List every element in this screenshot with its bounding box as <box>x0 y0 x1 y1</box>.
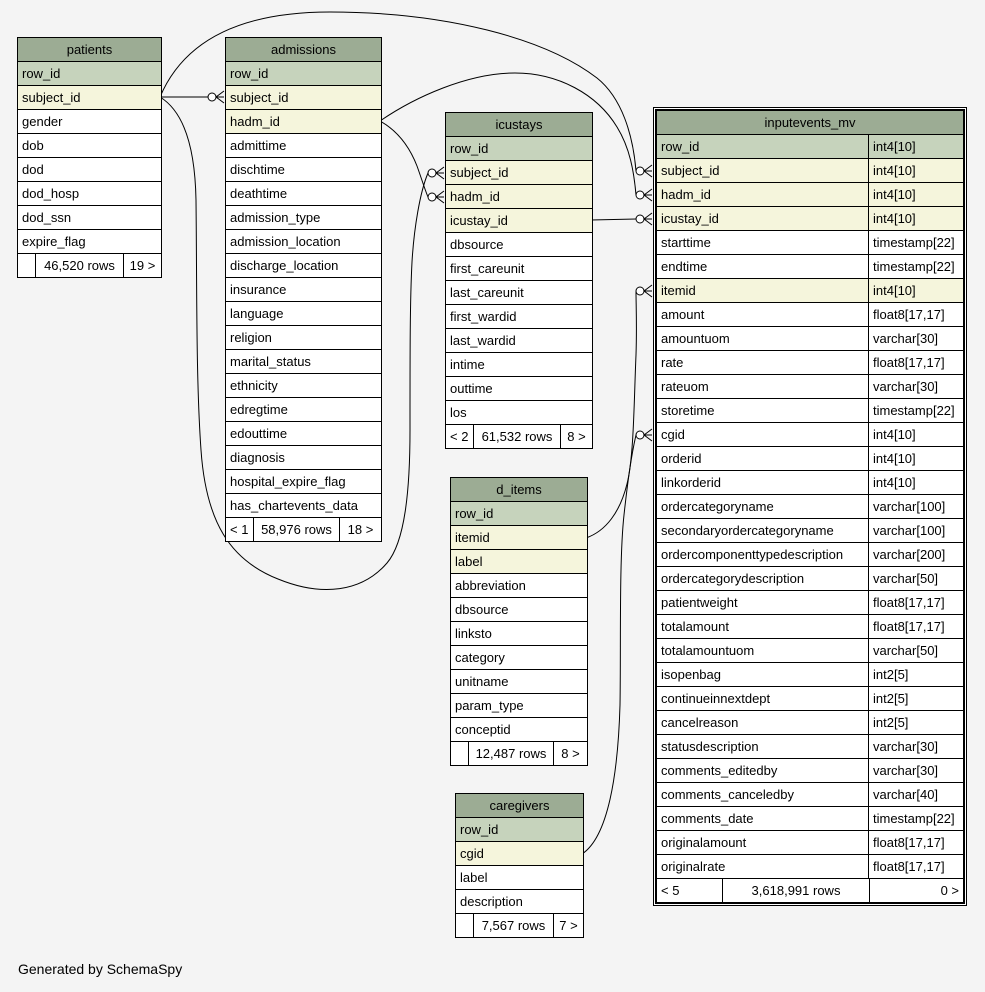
column-name: orderid <box>661 451 702 466</box>
column-d_items-row_id <box>451 502 587 526</box>
table-header-inputevents_mv[interactable]: inputevents_mv <box>657 111 963 135</box>
row-count-patients: 46,520 rows <box>44 258 115 273</box>
column-name: amount <box>661 307 705 322</box>
column-name: last_wardid <box>450 333 516 348</box>
column-name: dbsource <box>455 602 509 617</box>
column-name: abbreviation <box>455 578 526 593</box>
column-name: dbsource <box>450 237 504 252</box>
column-d_items-unitname <box>451 670 587 694</box>
column-name: ordercategorydescription <box>661 571 805 586</box>
column-admissions-religion <box>226 326 381 350</box>
row-count-caregivers: 7,567 rows <box>481 918 546 933</box>
column-icustays-last_wardid <box>446 329 592 353</box>
crowfoot-connector-inputevents-icustay-id <box>636 213 652 225</box>
column-icustays-outtime <box>446 377 592 401</box>
column-name: diagnosis <box>230 450 285 465</box>
column-type: timestamp[22] <box>868 231 963 254</box>
row-count-inputevents_mv: 3,618,991 rows <box>751 883 841 898</box>
column-type: varchar[30] <box>868 375 963 398</box>
pager-next-caregivers[interactable]: 7 > <box>553 914 583 937</box>
column-admissions-marital_status <box>226 350 381 374</box>
row-count-icustays: 61,532 rows <box>481 429 553 444</box>
column-type: int4[10] <box>868 279 963 302</box>
column-inputevents_mv-icustay_id <box>657 207 963 231</box>
table-header-caregivers[interactable]: caregivers <box>456 794 583 818</box>
column-inputevents_mv-ordercategoryname <box>657 495 963 519</box>
column-admissions-subject_id <box>226 86 381 110</box>
column-name: cgid <box>661 427 685 442</box>
column-name: rateuom <box>661 379 709 394</box>
column-inputevents_mv-isopenbag <box>657 663 963 687</box>
table-icustays <box>445 112 593 449</box>
column-inputevents_mv-row_id <box>657 135 963 159</box>
column-inputevents_mv-orderid <box>657 447 963 471</box>
column-type: varchar[50] <box>868 639 963 662</box>
column-name: discharge_location <box>230 258 339 273</box>
column-inputevents_mv-itemid <box>657 279 963 303</box>
column-name: edouttime <box>230 426 288 441</box>
table-footer-inputevents_mv <box>657 879 963 902</box>
column-admissions-discharge_location <box>226 254 381 278</box>
column-type: int4[10] <box>868 183 963 206</box>
column-patients-expire_flag <box>18 230 161 254</box>
column-admissions-admission_location <box>226 230 381 254</box>
rel-admissions-icustays <box>380 121 428 197</box>
column-inputevents_mv-secondaryordercategoryname <box>657 519 963 543</box>
column-type: varchar[50] <box>868 567 963 590</box>
column-patients-dod_hosp <box>18 182 161 206</box>
column-type: int4[10] <box>868 135 963 158</box>
table-header-icustays[interactable]: icustays <box>446 113 592 137</box>
column-inputevents_mv-starttime <box>657 231 963 255</box>
table-footer-caregivers <box>456 914 583 937</box>
column-inputevents_mv-statusdescription <box>657 735 963 759</box>
column-icustays-row_id <box>446 137 592 161</box>
column-name: cgid <box>460 846 484 861</box>
column-name: language <box>230 306 284 321</box>
column-name: icustay_id <box>661 211 719 226</box>
column-type: int2[5] <box>868 711 963 734</box>
column-name: itemid <box>455 530 490 545</box>
column-name: subject_id <box>230 90 289 105</box>
table-footer-d_items <box>451 742 587 765</box>
column-name: itemid <box>661 283 696 298</box>
column-name: param_type <box>455 698 524 713</box>
column-name: hadm_id <box>230 114 280 129</box>
column-name: conceptid <box>455 722 511 737</box>
column-name: los <box>450 405 467 420</box>
column-name: admission_location <box>230 234 341 249</box>
column-name: deathtime <box>230 186 288 201</box>
column-name: admission_type <box>230 210 321 225</box>
column-d_items-abbreviation <box>451 574 587 598</box>
table-footer-patients <box>18 254 161 277</box>
column-name: statusdescription <box>661 739 759 754</box>
pager-prev-admissions[interactable]: < 1 <box>226 518 254 541</box>
column-type: int2[5] <box>868 687 963 710</box>
column-type: int4[10] <box>868 159 963 182</box>
column-patients-dob <box>18 134 161 158</box>
column-name: expire_flag <box>22 234 86 249</box>
column-type: float8[17,17] <box>868 303 963 326</box>
column-name: ordercomponenttypedescription <box>661 547 844 562</box>
column-caregivers-cgid <box>456 842 583 866</box>
column-inputevents_mv-rateuom <box>657 375 963 399</box>
column-patients-gender <box>18 110 161 134</box>
column-name: outtime <box>450 381 493 396</box>
column-name: hospital_expire_flag <box>230 474 346 489</box>
column-type: varchar[30] <box>868 327 963 350</box>
pager-next-d_items[interactable]: 8 > <box>553 742 587 765</box>
column-inputevents_mv-storetime <box>657 399 963 423</box>
column-patients-row_id <box>18 62 161 86</box>
column-inputevents_mv-originalrate <box>657 855 963 879</box>
column-name: has_chartevents_data <box>230 498 358 513</box>
column-name: secondaryordercategoryname <box>661 523 834 538</box>
rel-ditems-inputevents <box>586 291 636 538</box>
column-admissions-diagnosis <box>226 446 381 470</box>
column-admissions-hadm_id <box>226 110 381 134</box>
column-icustays-icustay_id <box>446 209 592 233</box>
table-footer-icustays <box>446 425 592 448</box>
column-name: gender <box>22 114 63 129</box>
column-d_items-linksto <box>451 622 587 646</box>
column-admissions-hospital_expire_flag <box>226 470 381 494</box>
table-header-d_items[interactable]: d_items <box>451 478 587 502</box>
column-type: float8[17,17] <box>868 831 963 854</box>
table-admissions <box>225 37 382 542</box>
column-inputevents_mv-comments_date <box>657 807 963 831</box>
column-inputevents_mv-endtime <box>657 255 963 279</box>
column-type: varchar[100] <box>868 519 963 542</box>
column-type: varchar[100] <box>868 495 963 518</box>
column-name: continueinnextdept <box>661 691 771 706</box>
column-name: marital_status <box>230 354 311 369</box>
column-patients-dod_ssn <box>18 206 161 230</box>
column-name: storetime <box>661 403 715 418</box>
column-caregivers-description <box>456 890 583 914</box>
crowfoot-connector-admissions-subject-id <box>208 91 224 103</box>
column-inputevents_mv-hadm_id <box>657 183 963 207</box>
column-type: timestamp[22] <box>868 255 963 278</box>
column-name: amountuom <box>661 331 730 346</box>
column-name: subject_id <box>22 90 81 105</box>
column-type: timestamp[22] <box>868 399 963 422</box>
column-name: linkorderid <box>661 475 721 490</box>
column-type: int4[10] <box>868 423 963 446</box>
column-name: cancelreason <box>661 715 739 730</box>
column-type: int4[10] <box>868 471 963 494</box>
column-inputevents_mv-subject_id <box>657 159 963 183</box>
column-type: float8[17,17] <box>868 351 963 374</box>
column-name: totalamount <box>661 619 729 634</box>
pager-prev-d_items <box>451 742 469 765</box>
row-count-d_items: 12,487 rows <box>475 746 547 761</box>
column-type: varchar[30] <box>868 759 963 782</box>
column-name: insurance <box>230 282 287 297</box>
column-name: totalamountuom <box>661 643 755 658</box>
column-type: int4[10] <box>868 207 963 230</box>
crowfoot-connector-icustays-hadm-id <box>428 191 444 203</box>
column-name: last_careunit <box>450 285 524 300</box>
column-name: subject_id <box>450 165 509 180</box>
column-type: int2[5] <box>868 663 963 686</box>
column-type: varchar[200] <box>868 543 963 566</box>
column-inputevents_mv-cancelreason <box>657 711 963 735</box>
pager-next-inputevents_mv[interactable]: 0 > <box>869 879 963 902</box>
column-d_items-param_type <box>451 694 587 718</box>
column-inputevents_mv-cgid <box>657 423 963 447</box>
crowfoot-connector-inputevents-itemid <box>636 285 652 297</box>
column-name: comments_date <box>661 811 754 826</box>
column-inputevents_mv-comments_canceledby <box>657 783 963 807</box>
pager-prev-icustays[interactable]: < 2 <box>446 425 474 448</box>
column-patients-subject_id <box>18 86 161 110</box>
column-icustays-intime <box>446 353 592 377</box>
table-footer-admissions <box>226 518 381 541</box>
crowfoot-connector-inputevents-subject-id <box>636 165 652 177</box>
column-inputevents_mv-rate <box>657 351 963 375</box>
column-name: admittime <box>230 138 287 153</box>
table-patients <box>17 37 162 278</box>
column-admissions-insurance <box>226 278 381 302</box>
pager-prev-patients <box>18 254 36 277</box>
schemaspy-credit: Generated by SchemaSpy <box>18 961 183 977</box>
column-caregivers-label <box>456 866 583 890</box>
column-d_items-conceptid <box>451 718 587 742</box>
column-type: float8[17,17] <box>868 615 963 638</box>
column-type: varchar[30] <box>868 735 963 758</box>
column-inputevents_mv-continueinnextdept <box>657 687 963 711</box>
column-d_items-label <box>451 550 587 574</box>
column-name: dod_hosp <box>22 186 80 201</box>
column-admissions-admission_type <box>226 206 381 230</box>
column-name: endtime <box>661 259 708 274</box>
column-inputevents_mv-ordercategorydescription <box>657 567 963 591</box>
column-name: dob <box>22 138 44 153</box>
column-inputevents_mv-totalamount <box>657 615 963 639</box>
column-inputevents_mv-patientweight <box>657 591 963 615</box>
column-name: label <box>455 554 483 569</box>
column-icustays-subject_id <box>446 161 592 185</box>
crowfoot-connector-inputevents-hadm-id <box>636 189 652 201</box>
column-name: hadm_id <box>450 189 500 204</box>
column-name: ordercategoryname <box>661 499 774 514</box>
column-admissions-deathtime <box>226 182 381 206</box>
column-name: dischtime <box>230 162 285 177</box>
column-inputevents_mv-originalamount <box>657 831 963 855</box>
column-name: row_id <box>460 822 499 837</box>
column-name: description <box>460 894 523 909</box>
rel-icustays-inputevents <box>591 219 636 220</box>
column-name: category <box>455 650 505 665</box>
column-d_items-itemid <box>451 526 587 550</box>
column-caregivers-row_id <box>456 818 583 842</box>
column-admissions-edregtime <box>226 398 381 422</box>
column-admissions-ethnicity <box>226 374 381 398</box>
column-name: linksto <box>455 626 492 641</box>
column-name: intime <box>450 357 485 372</box>
table-body-inputevents_mv <box>655 109 965 904</box>
crowfoot-connector-icustays-subject-id <box>428 167 444 179</box>
column-icustays-first_wardid <box>446 305 592 329</box>
column-inputevents_mv-ordercomponenttypedescription <box>657 543 963 567</box>
column-admissions-dischtime <box>226 158 381 182</box>
row-count-admissions: 58,976 rows <box>261 522 332 537</box>
column-admissions-edouttime <box>226 422 381 446</box>
column-name: subject_id <box>661 163 720 178</box>
column-icustays-los <box>446 401 592 425</box>
column-name: row_id <box>455 506 494 521</box>
column-name: edregtime <box>230 402 288 417</box>
column-patients-dod <box>18 158 161 182</box>
column-name: isopenbag <box>661 667 721 682</box>
pager-prev-inputevents_mv[interactable]: < 5 <box>657 879 723 902</box>
table-header-admissions[interactable]: admissions <box>226 38 381 62</box>
column-type: timestamp[22] <box>868 807 963 830</box>
column-inputevents_mv-amountuom <box>657 327 963 351</box>
column-name: patientweight <box>661 595 738 610</box>
column-inputevents_mv-comments_editedby <box>657 759 963 783</box>
column-admissions-row_id <box>226 62 381 86</box>
column-admissions-has_chartevents_data <box>226 494 381 518</box>
column-d_items-dbsource <box>451 598 587 622</box>
table-d-items <box>450 477 588 766</box>
column-name: first_wardid <box>450 309 517 324</box>
column-icustays-first_careunit <box>446 257 592 281</box>
column-inputevents_mv-linkorderid <box>657 471 963 495</box>
crowfoot-connector-inputevents-cgid <box>636 429 652 441</box>
pager-next-patients[interactable]: 19 > <box>123 254 161 277</box>
column-name: hadm_id <box>661 187 711 202</box>
column-name: originalamount <box>661 835 747 850</box>
column-name: originalrate <box>661 859 726 874</box>
column-icustays-dbsource <box>446 233 592 257</box>
column-type: float8[17,17] <box>868 591 963 614</box>
column-name: comments_canceledby <box>661 787 794 802</box>
column-name: first_careunit <box>450 261 525 276</box>
rel-caregivers-inputevents <box>582 435 636 854</box>
column-icustays-hadm_id <box>446 185 592 209</box>
column-name: row_id <box>22 66 61 81</box>
column-name: ethnicity <box>230 378 278 393</box>
column-name: row_id <box>230 66 269 81</box>
column-name: starttime <box>661 235 711 250</box>
column-icustays-last_careunit <box>446 281 592 305</box>
column-admissions-language <box>226 302 381 326</box>
pager-prev-caregivers <box>456 914 474 937</box>
column-name: row_id <box>450 141 489 156</box>
column-name: dod <box>22 162 44 177</box>
column-inputevents_mv-amount <box>657 303 963 327</box>
column-name: unitname <box>455 674 509 689</box>
column-name: religion <box>230 330 272 345</box>
table-inputevents-mv <box>653 107 967 906</box>
table-caregivers <box>455 793 584 938</box>
pager-next-icustays[interactable]: 8 > <box>560 425 592 448</box>
column-name: label <box>460 870 488 885</box>
column-type: varchar[40] <box>868 783 963 806</box>
column-name: dod_ssn <box>22 210 72 225</box>
column-name: row_id <box>661 139 700 154</box>
column-name: comments_editedby <box>661 763 778 778</box>
pager-next-admissions[interactable]: 18 > <box>339 518 381 541</box>
table-header-patients[interactable]: patients <box>18 38 161 62</box>
column-inputevents_mv-totalamountuom <box>657 639 963 663</box>
column-d_items-category <box>451 646 587 670</box>
column-type: float8[17,17] <box>868 855 963 878</box>
column-name: rate <box>661 355 684 370</box>
column-admissions-admittime <box>226 134 381 158</box>
column-name: icustay_id <box>450 213 508 228</box>
column-type: int4[10] <box>868 447 963 470</box>
